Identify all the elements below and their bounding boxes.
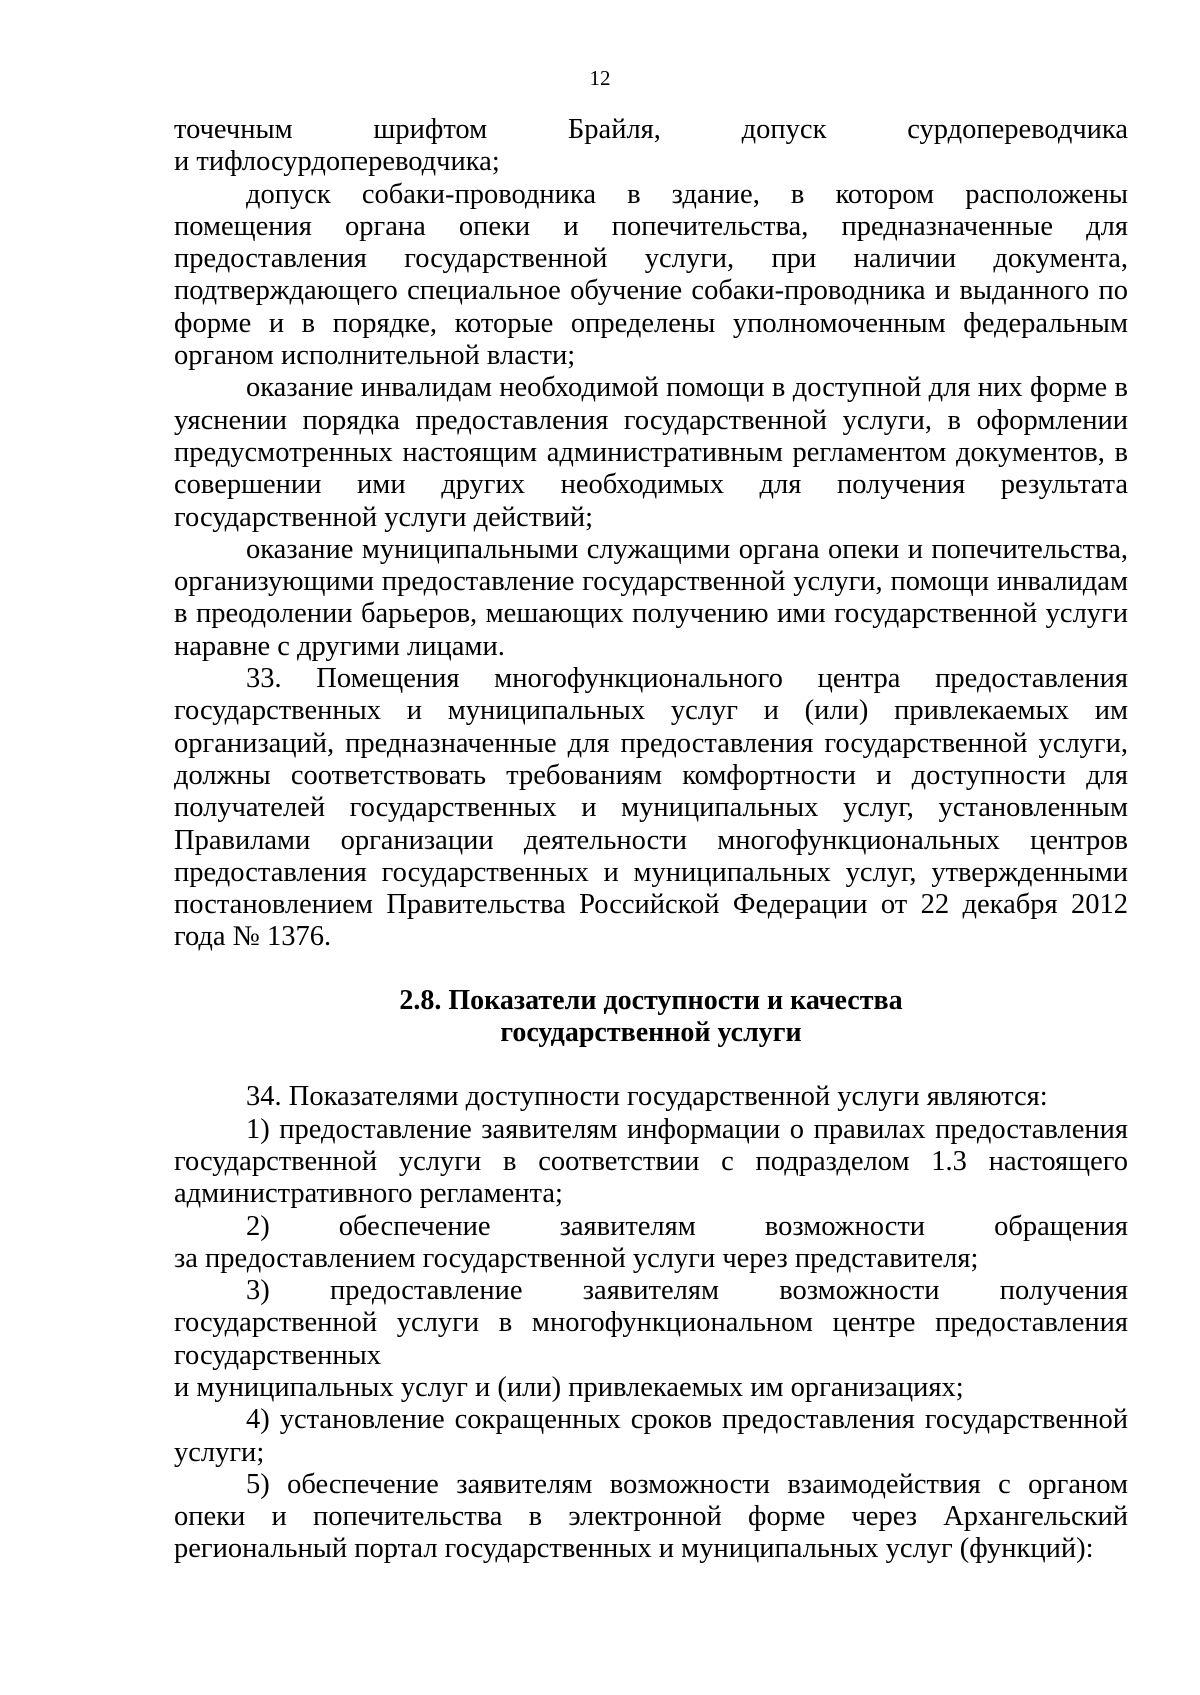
paragraph-municipal-help: оказание муниципальными служащими органа опеки и попечительства, организующими предоставление государственной услуги, помощи инвалидам в преодолении барьеров, мешающих получению ими государственной услуги наравне с другими лицами. (174, 533, 1128, 662)
list-item-5: 5) обеспечение заявителям возможности взаимодействия с органом опеки и попечительства в электронной форме через Архангельский региональный портал государственных и муниципальных услуг (функций): (174, 1468, 1128, 1565)
paragraph-guide-dog: допуск собаки-проводника в здание, в котором расположены помещения органа опеки и попечительства, предназначенные для предоставления государственной услуги, при наличии документа, подтверждающего специальное обучение собаки-проводника и выданного по форме и в порядке, которые определены уполномоченным федеральным органом исполнительной власти; (174, 178, 1128, 372)
paragraph-assistance: оказание инвалидам необходимой помощи в доступной для них форме в уяснении порядка предоставления государственной услуги, в оформлении предусмотренных настоящим административным регламентом документов, в совершении ими других необходимых для получения результата государственной услуги действий; (174, 372, 1128, 533)
list-item-line: и муниципальных услуг и (или) привлекаемых им организациях; (174, 1371, 964, 1403)
section-heading-line: 2.8. Показатели доступности и качества (399, 984, 903, 1016)
section-heading (174, 985, 1128, 1050)
list-item-2 (174, 1211, 1128, 1276)
list-item-4: 4) установление сокращенных сроков предоставления государственной услуги; (174, 1404, 1128, 1468)
document-body (174, 114, 1128, 1566)
paragraph-line: и тифлосурдопереводчика; (174, 146, 500, 178)
paragraph-33: 33. Помещения многофункционального центра предоставления государственных и муниципальных услуг и (или) привлекаемых им организаций, предназначенные для предоставления государственной услуги, должны соответствовать требованиям комфортности и доступности для получателей государственных и муниципальных услуг, установленным Правилами организации деятельности многофункциональных центров предоставления государственных и муниципальных услуг, утвержденными постановлением Правительства Российской Федерации от 22 декабря 2012 года № 1376. (174, 663, 1128, 953)
paragraph-34: 34. Показателями доступности государственной услуги являются: (246, 1081, 1048, 1113)
list-item-3 (174, 1275, 1128, 1404)
list-item-line: 2) обеспечение заявителям возможности обращения (246, 1210, 1128, 1242)
list-item-line: 3) предоставление заявителям возможности получения (246, 1275, 1128, 1307)
list-item-line: за предоставлением государственной услуги через представителя; (174, 1242, 979, 1274)
list-item-1: 1) предоставление заявителям информации о правилах предоставления государственной услуги в соответствии с подразделом 1.3 настоящего административного регламента; (174, 1113, 1128, 1210)
list-item-line: государственной услуги в многофункциональном центре предоставления (174, 1307, 1128, 1339)
list-item-line: государственных (174, 1339, 382, 1371)
section-heading-line: государственной услуги (500, 1017, 802, 1049)
page-number: 12 (589, 66, 611, 90)
paragraph-line: точечным шрифтом Брайля, допуск сурдопереводчика (174, 114, 1128, 145)
paragraph-braille (174, 114, 1128, 179)
